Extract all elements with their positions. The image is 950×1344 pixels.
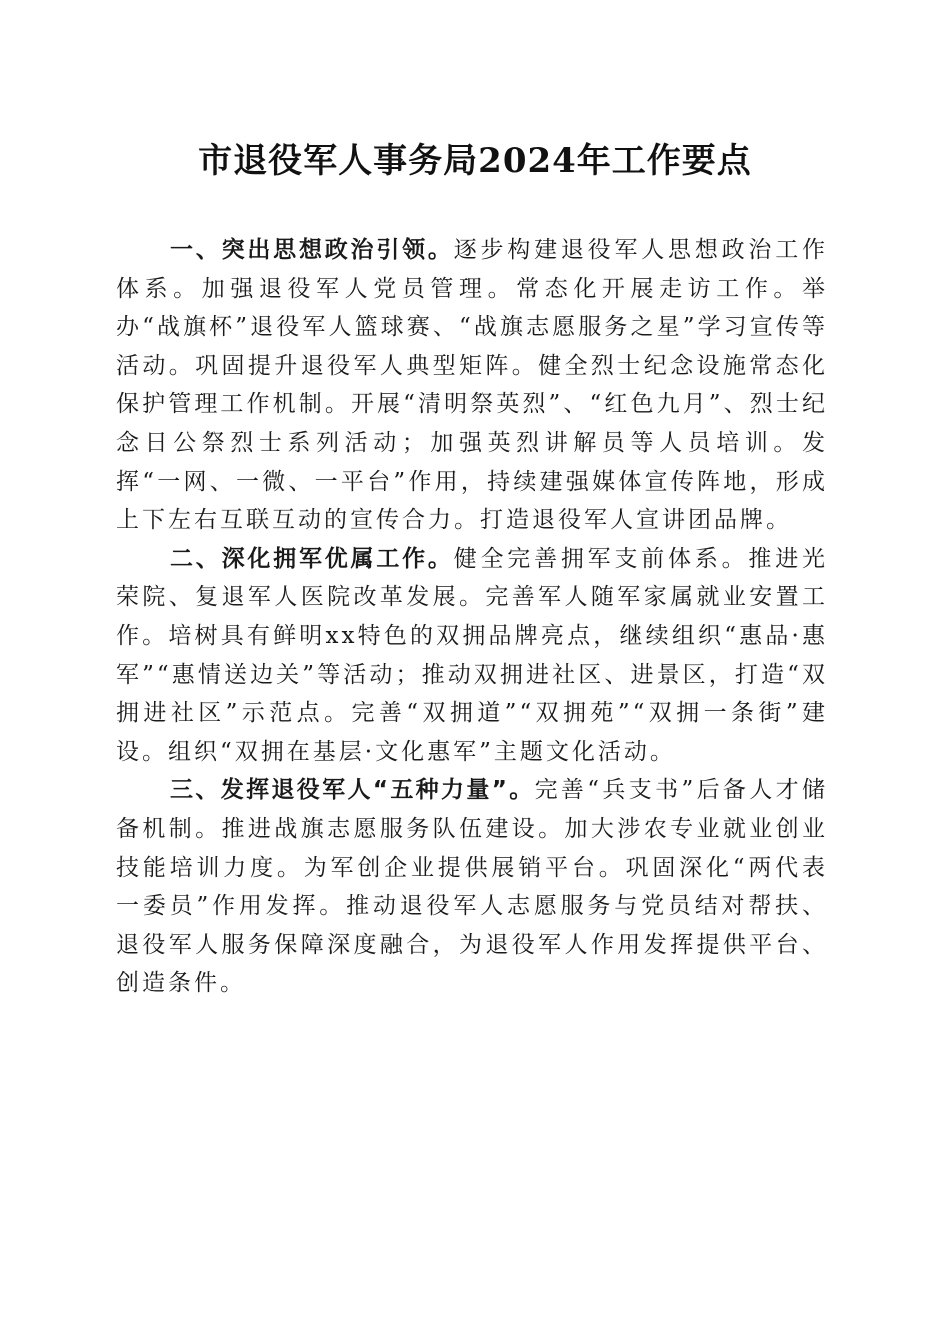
section-heading-2: 二、深化拥军优属工作。 bbox=[170, 545, 454, 572]
section-paragraph-2 bbox=[116, 540, 828, 772]
section-text-1: 逐步构建退役军人思想政治工作体系。加强退役军人党员管理。常态化开展走访工作。举办“战旗杯”退役军人篮球赛、“战旗志愿服务之星”学习宣传等活动。巩固提升退役军人典型矩阵。健全烈士纪念设施常态化保护管理工作机制。开展“清明祭英烈”、“红色九月”、烈士纪念日公祭烈士系列活动；加强英烈讲解员等人员培训。发挥“一网、一微、一平台”作用，持续建强媒体宣传阵地，形成上下左右互联互动的宣传合力。打造退役军人宣讲团品牌。 bbox=[116, 237, 829, 534]
document-title: 市退役军人事务局2024年工作要点 bbox=[198, 141, 752, 181]
section-text-3: 完善“兵支书”后备人才储备机制。推进战旗志愿服务队伍建设。加大涉农专业就业创业技能培训力度。为军创企业提供展销平台。巩固深化“两代表一委员”作用发挥。推动退役军人志愿服务与党员结对帮扶、退役军人服务保障深度融合，为退役军人作用发挥提供平台、创造条件。 bbox=[116, 777, 828, 997]
document-body bbox=[116, 231, 828, 1003]
section-heading-3: 三、发挥退役军人“五种力量”。 bbox=[170, 777, 535, 804]
section-paragraph-1 bbox=[116, 231, 828, 540]
section-text-2: 健全完善拥军支前体系。推进光荣院、复退军人医院改革发展。完善军人随军家属就业安置工作。培树具有鲜明xx特色的双拥品牌亮点，继续组织“惠品·惠军”“惠情送边关”等活动；推动双拥进社区、进景区，打造“双拥进社区”示范点。完善“双拥道”“双拥苑”“双拥一条街”建设。组织“双拥在基层·文化惠军”主题文化活动。 bbox=[116, 545, 829, 765]
section-heading-1: 一、突出思想政治引领。 bbox=[170, 237, 454, 263]
section-paragraph-3 bbox=[116, 771, 828, 1003]
